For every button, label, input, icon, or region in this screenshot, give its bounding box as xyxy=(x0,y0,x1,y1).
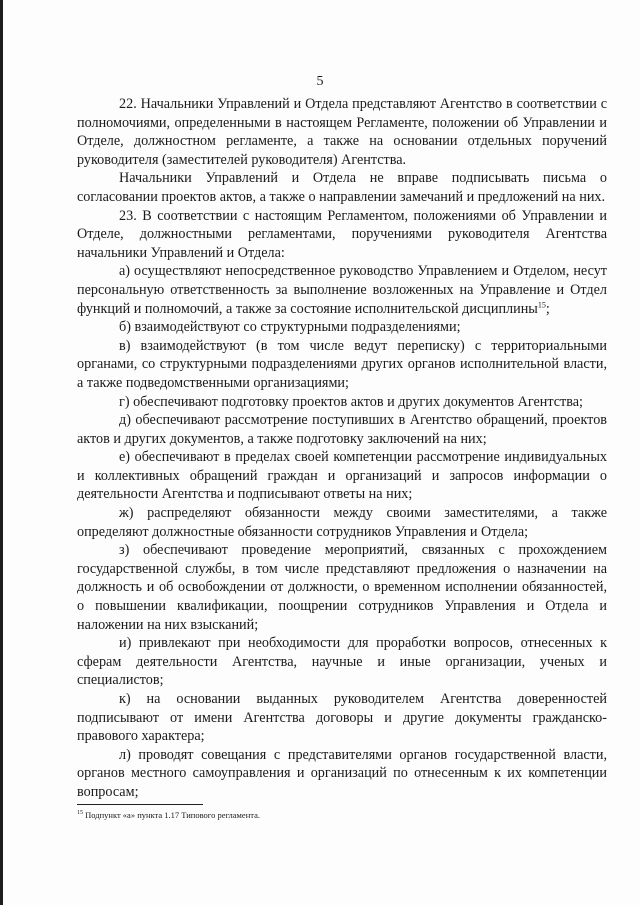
item-i: и) привлекают при необходимости для проработки вопросов, отнесенных к сферам деятельности Агентства, научные и иные организации, ученых и специалистов; xyxy=(77,635,607,689)
item-e: е) обеспечивают в пределах своей компетенции рассмотрение индивидуальных и коллективных обращений граждан и организаций и запросов информации о деятельности Агентства и подписывают ответы на них; xyxy=(77,449,607,503)
item-l: л) проводят совещания с представителями органов государственной власти, органов местного самоуправления и организаций по отнесенным к их компетенции вопросам; xyxy=(77,746,607,800)
page-number: 5 xyxy=(316,74,324,89)
footnote-divider xyxy=(77,804,203,805)
document-body xyxy=(77,95,607,802)
item-z: з) обеспечивают проведение мероприятий, связанных с прохождением государственной службы, в том числе представляют предложения о назначении на должность и об освобождении от должности, о временном исполнении обязанностей, о повышении квалификации, поощрении сотрудников Управления и Отдела и наложении на них взысканий; xyxy=(77,542,607,633)
item-v: в) взаимодействуют (в том числе ведут переписку) с территориальными органами, со структурными подразделениями других органов исполнительной власти, а также подведомственными организациями; xyxy=(77,337,607,391)
item-a-text: а) осуществляют непосредственное руководство Управлением и Отделом, несут персональную ответственность за выполнение возложенных на Управление и Отдел функций и полномочий, а также за состояние исполнительской дисциплины xyxy=(77,263,607,317)
item-zh: ж) распределяют обязанности между своими заместителями, а также определяют должностные обязанности сотрудников Управления и Отдела; xyxy=(77,505,607,540)
item-a: а) осуществляют непосредственное руководство Управлением и Отделом, несут персональную ответственность за выполнение возложенных на Управление и Отдел функций и полномочий, а также за состояние исполнительской дисциплины$^{15}$; xyxy=(77,263,607,317)
footnote-text: Подпункт «а» пункта 1.17 Типового регламента. xyxy=(85,810,260,820)
item-g: г) обеспечивают подготовку проектов актов и других документов Агентства; xyxy=(119,393,583,410)
paragraph-22-note: Начальники Управлений и Отдела не вправе подписывать письма о согласовании проектов актов, а также о направлении замечаний и предложений на них. xyxy=(77,170,607,205)
item-b: б) взаимодействуют со структурными подразделениями; xyxy=(119,319,461,336)
paragraph-22: 22. Начальники Управлений и Отдела представляют Агентство в соответствии с полномочиями, определенными в настоящем Регламенте, положении об Управлении и Отделе, должностном регламенте, а также на основании отдельных поручений руководителя (заместителей руководителя) Агентства. xyxy=(77,96,607,168)
paragraph-23: 23. В соответствии с настоящим Регламентом, положениями об Управлении и Отделе, должностными регламентами, поручениями руководителя Агентства начальники Управлений и Отдела: xyxy=(77,207,607,261)
footnote-ref[interactable]: 15 xyxy=(537,299,546,309)
footnote-marker: 15 xyxy=(77,810,83,817)
item-d: д) обеспечивают рассмотрение поступивших в Агентство обращений, проектов актов и других документов, а также подготовку заключений на них; xyxy=(77,412,607,447)
item-k: к) на основании выданных руководителем Агентства доверенностей подписывают от имени Агентства договоры и другие документы гражданско-правового характера; xyxy=(77,691,607,745)
footnote xyxy=(77,810,607,821)
scan-edge xyxy=(0,0,3,905)
